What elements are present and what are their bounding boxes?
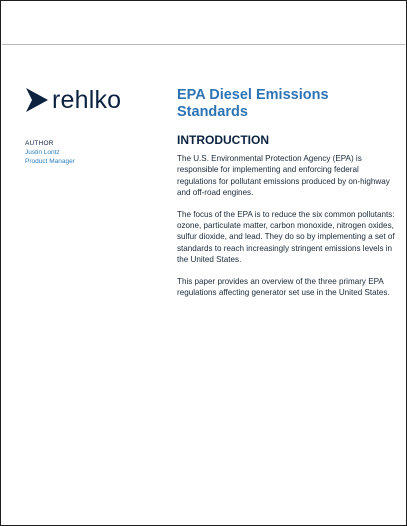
document-title-line-2: Standards — [177, 104, 248, 120]
paragraph-1: The U.S. Environmental Protection Agency (EPA) is responsible for implementing and enforcing federal regulations for pollutant emissions produced by on-highway and off-road engines. — [177, 154, 390, 198]
section-heading: INTRODUCTION — [177, 133, 269, 147]
brand-logo — [25, 87, 121, 113]
logo-wordmark: rehlko — [52, 85, 122, 114]
author-name: Justin Lontz — [25, 149, 60, 156]
document-title-line-1: EPA Diesel Emissions — [177, 87, 329, 103]
author-block — [25, 139, 75, 166]
rehlko-arrow-icon — [25, 87, 49, 113]
author-title: Product Manager — [25, 158, 75, 165]
main-content — [177, 87, 395, 298]
paragraph-2: The focus of the EPA is to reduce the six common pollutants: ozone, particulate matter, carbon monoxide, nitrogen oxides, sulfur dioxide, and lead. They do so by implementing a set of standards to reach increasingly stringent emissions levels in the United States. — [177, 209, 395, 265]
paragraph-3: This paper provides an overview of the three primary EPA regulations affecting generator set use in the United States. — [177, 276, 390, 298]
author-label: AUTHOR — [25, 140, 54, 147]
header-divider — [2, 44, 405, 45]
document-title — [177, 87, 395, 121]
